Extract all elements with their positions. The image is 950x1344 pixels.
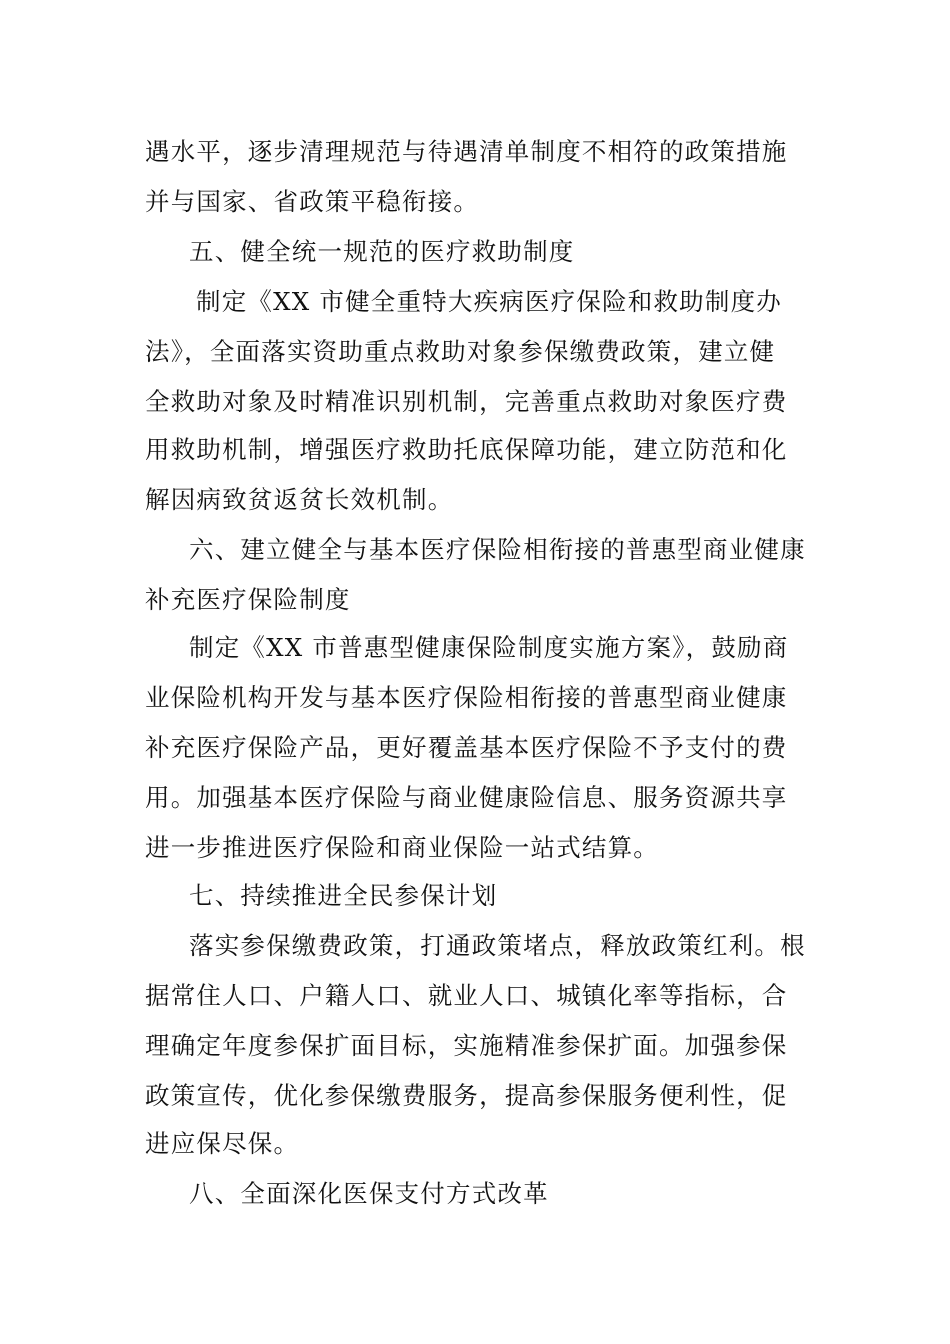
text-line: 遇水平，逐步清理规范与待遇清单制度不相符的政策措施 (145, 137, 788, 166)
text-line: 制定《XX 市健全重特大疾病医疗保险和救助制度办 (196, 287, 782, 316)
section-heading-8: 八、全面深化医保支付方式改革 (189, 1179, 549, 1208)
section-heading-5: 五、健全统一规范的医疗救助制度 (189, 237, 575, 266)
text-line: 落实参保缴费政策，打通政策堵点，释放政策红利。根 (189, 931, 806, 960)
text-line: 政策宣传，优化参保缴费服务，提高参保服务便利性，促 (145, 1081, 788, 1110)
text-line: 用救助机制，增强医疗救助托底保障功能，建立防范和化 (145, 435, 788, 464)
text-line: 用。加强基本医疗保险与商业健康险信息、服务资源共享 (145, 783, 788, 812)
text-line: 制定《XX 市普惠型健康保险制度实施方案》，鼓励商 (189, 633, 789, 662)
text-line: 业保险机构开发与基本医疗保险相衔接的普惠型商业健康 (145, 683, 788, 712)
text-line: 并与国家、省政策平稳衔接。 (145, 187, 480, 216)
text-line: 补充医疗保险产品，更好覆盖基本医疗保险不予支付的费 (145, 733, 788, 762)
text-line: 进应保尽保。 (145, 1129, 300, 1158)
section-heading-7: 七、持续推进全民参保计划 (189, 881, 498, 910)
text-line: 法》，全面落实资助重点救助对象参保缴费政策，建立健 (145, 337, 776, 366)
section-heading-6-cont: 补充医疗保险制度 (145, 585, 351, 614)
text-line: 进一步推进医疗保险和商业保险一站式结算。 (145, 833, 659, 862)
text-line: 理确定年度参保扩面目标，实施精准参保扩面。加强参保 (145, 1031, 788, 1060)
section-heading-6: 六、建立健全与基本医疗保险相衔接的普惠型商业健康 (189, 535, 806, 564)
text-line: 解因病致贫返贫长效机制。 (145, 485, 454, 514)
text-line: 全救助对象及时精准识别机制，完善重点救助对象医疗费 (145, 387, 788, 416)
text-line: 据常住人口、户籍人口、就业人口、城镇化率等指标，合 (145, 981, 788, 1010)
